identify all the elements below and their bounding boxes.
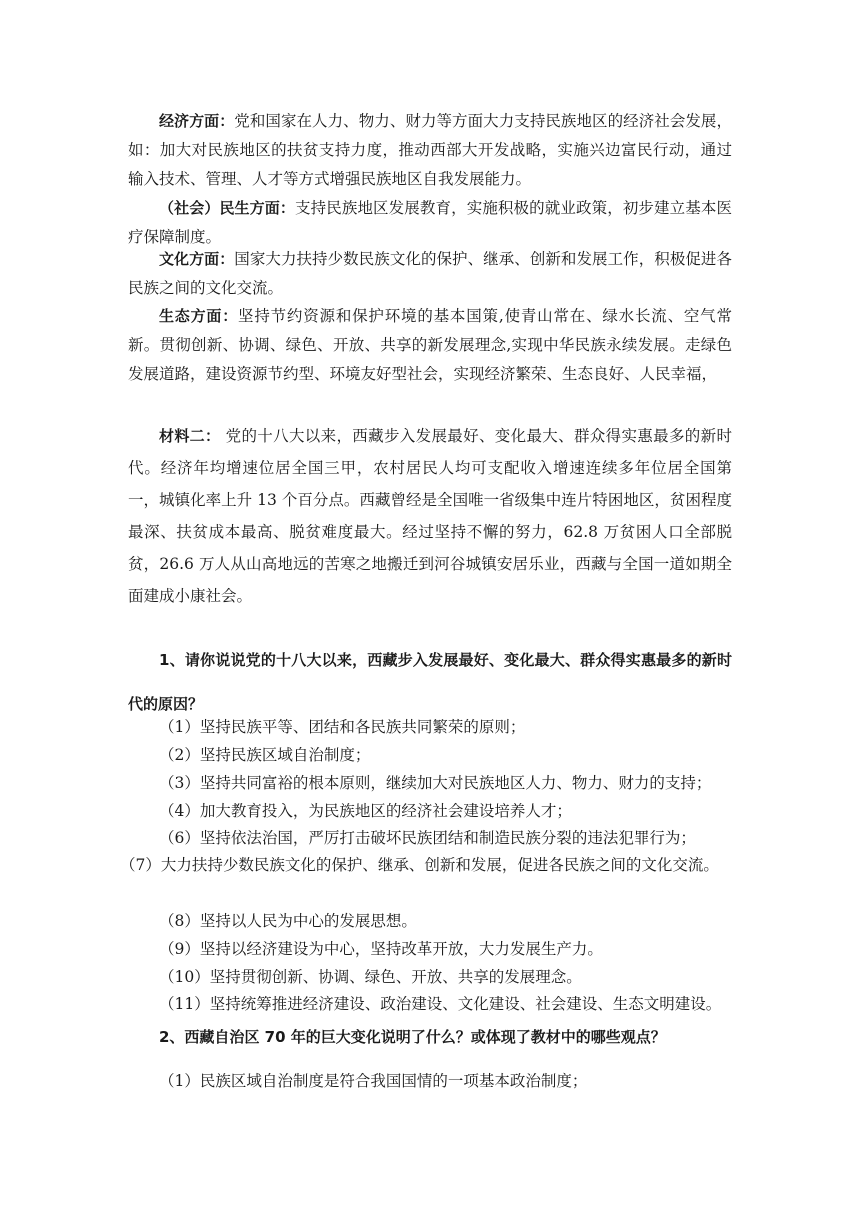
paragraph-culture bbox=[128, 245, 732, 303]
answer-item: （1）坚持民族平等、团结和各民族共同繁荣的原则； bbox=[159, 718, 526, 736]
answer-item: （1）民族区域自治制度是符合我国国情的一项基本政治制度； bbox=[159, 1072, 588, 1090]
answer-item: （3）坚持共同富裕的根本原则，继续加大对民族地区人力、物力、财力的支持； bbox=[159, 774, 712, 792]
paragraph-livelihood bbox=[128, 194, 732, 252]
paragraph-label: （社会）民生方面： bbox=[159, 199, 295, 217]
answer-item: （6）坚持依法治国，严厉打击破坏民族团结和制造民族分裂的违法犯罪行为； bbox=[159, 829, 696, 847]
question-1-title: 1、请你说说党的十八大以来，西藏步入发展最好、变化最大、群众得实惠最多的新时代的原因？ bbox=[128, 651, 732, 713]
question-2-title: 2、西藏自治区 70 年的巨大变化说明了什么？或体现了教材中的哪些观点？ bbox=[159, 1028, 666, 1046]
paragraph-label: 材料二： bbox=[159, 427, 221, 445]
paragraph-text: 坚持节约资源和保护环境的基本国策,使青山常在、绿水长流、空气常新。贯彻创新、协调、绿色、开放、共享的新发展理念,实现中华民族永续发展。走绿色发展道路，建设资源节约型、环境友好型社会，实现经济繁荣、生态良好、人民幸福， bbox=[128, 307, 732, 383]
answer-item: （2）坚持民族区域自治制度； bbox=[159, 746, 371, 764]
paragraph-label: 生态方面： bbox=[159, 307, 239, 325]
paragraph-text: 支持民族地区发展教育，实施积极的就业政策，初步建立基本医疗保障制度。 bbox=[128, 199, 732, 246]
answer-item: （7）大力扶持少数民族文化的保护、继承、创新和发展，促进各民族之间的文化交流。 bbox=[120, 856, 719, 874]
paragraph-text: 党和国家在人力、物力、财力等方面大力支持民族地区的经济社会发展，如：加大对民族地区的扶贫支持力度，推动西部大开发战略，实施兴边富民行动，通过输入技术、管理、人才等方式增强民族地区自我发展能力。 bbox=[128, 112, 732, 188]
paragraph-ecology bbox=[128, 302, 732, 389]
answer-item: （11）坚持统筹推进经济建设、政治建设、文化建设、社会建设、生态文明建设。 bbox=[159, 995, 722, 1013]
paragraph-text: 国家大力扶持少数民族文化的保护、继承、创新和发展工作，积极促进各民族之间的文化交流。 bbox=[128, 250, 732, 297]
paragraph-material2 bbox=[128, 420, 732, 612]
answer-item: （10）坚持贯彻创新、协调、绿色、开放、共享的发展理念。 bbox=[159, 968, 582, 986]
answer-item: （9）坚持以经济建设为中心，坚持改革开放，大力发展生产力。 bbox=[159, 940, 603, 958]
answer-item: （4）加大教育投入，为民族地区的经济社会建设培养人才； bbox=[159, 802, 572, 820]
paragraph-label: 文化方面： bbox=[159, 250, 235, 268]
paragraph-label: 经济方面： bbox=[159, 112, 235, 130]
answer-item: （8）坚持以人民为中心的发展思想。 bbox=[159, 912, 417, 930]
paragraph-economy bbox=[128, 107, 732, 194]
paragraph-text: 党的十八大以来，西藏步入发展最好、变化最大、群众得实惠最多的新时代。经济年均增速位居全国三甲，农村居民人均可支配收入增速连续多年位居全国第一，城镇化率上升 13 个百分点。西藏曾经是全国唯一省级集中连片特困地区，贫困程度最深、扶贫成本最高、脱贫难度最大。经过坚持不懈的努力，62.8 万贫困人口全部脱贫，26.6 万人从山高地远的苦寒之地搬迁到河谷城镇安居乐业，西藏与全国一道如期全面建成小康社会。 bbox=[128, 427, 732, 605]
